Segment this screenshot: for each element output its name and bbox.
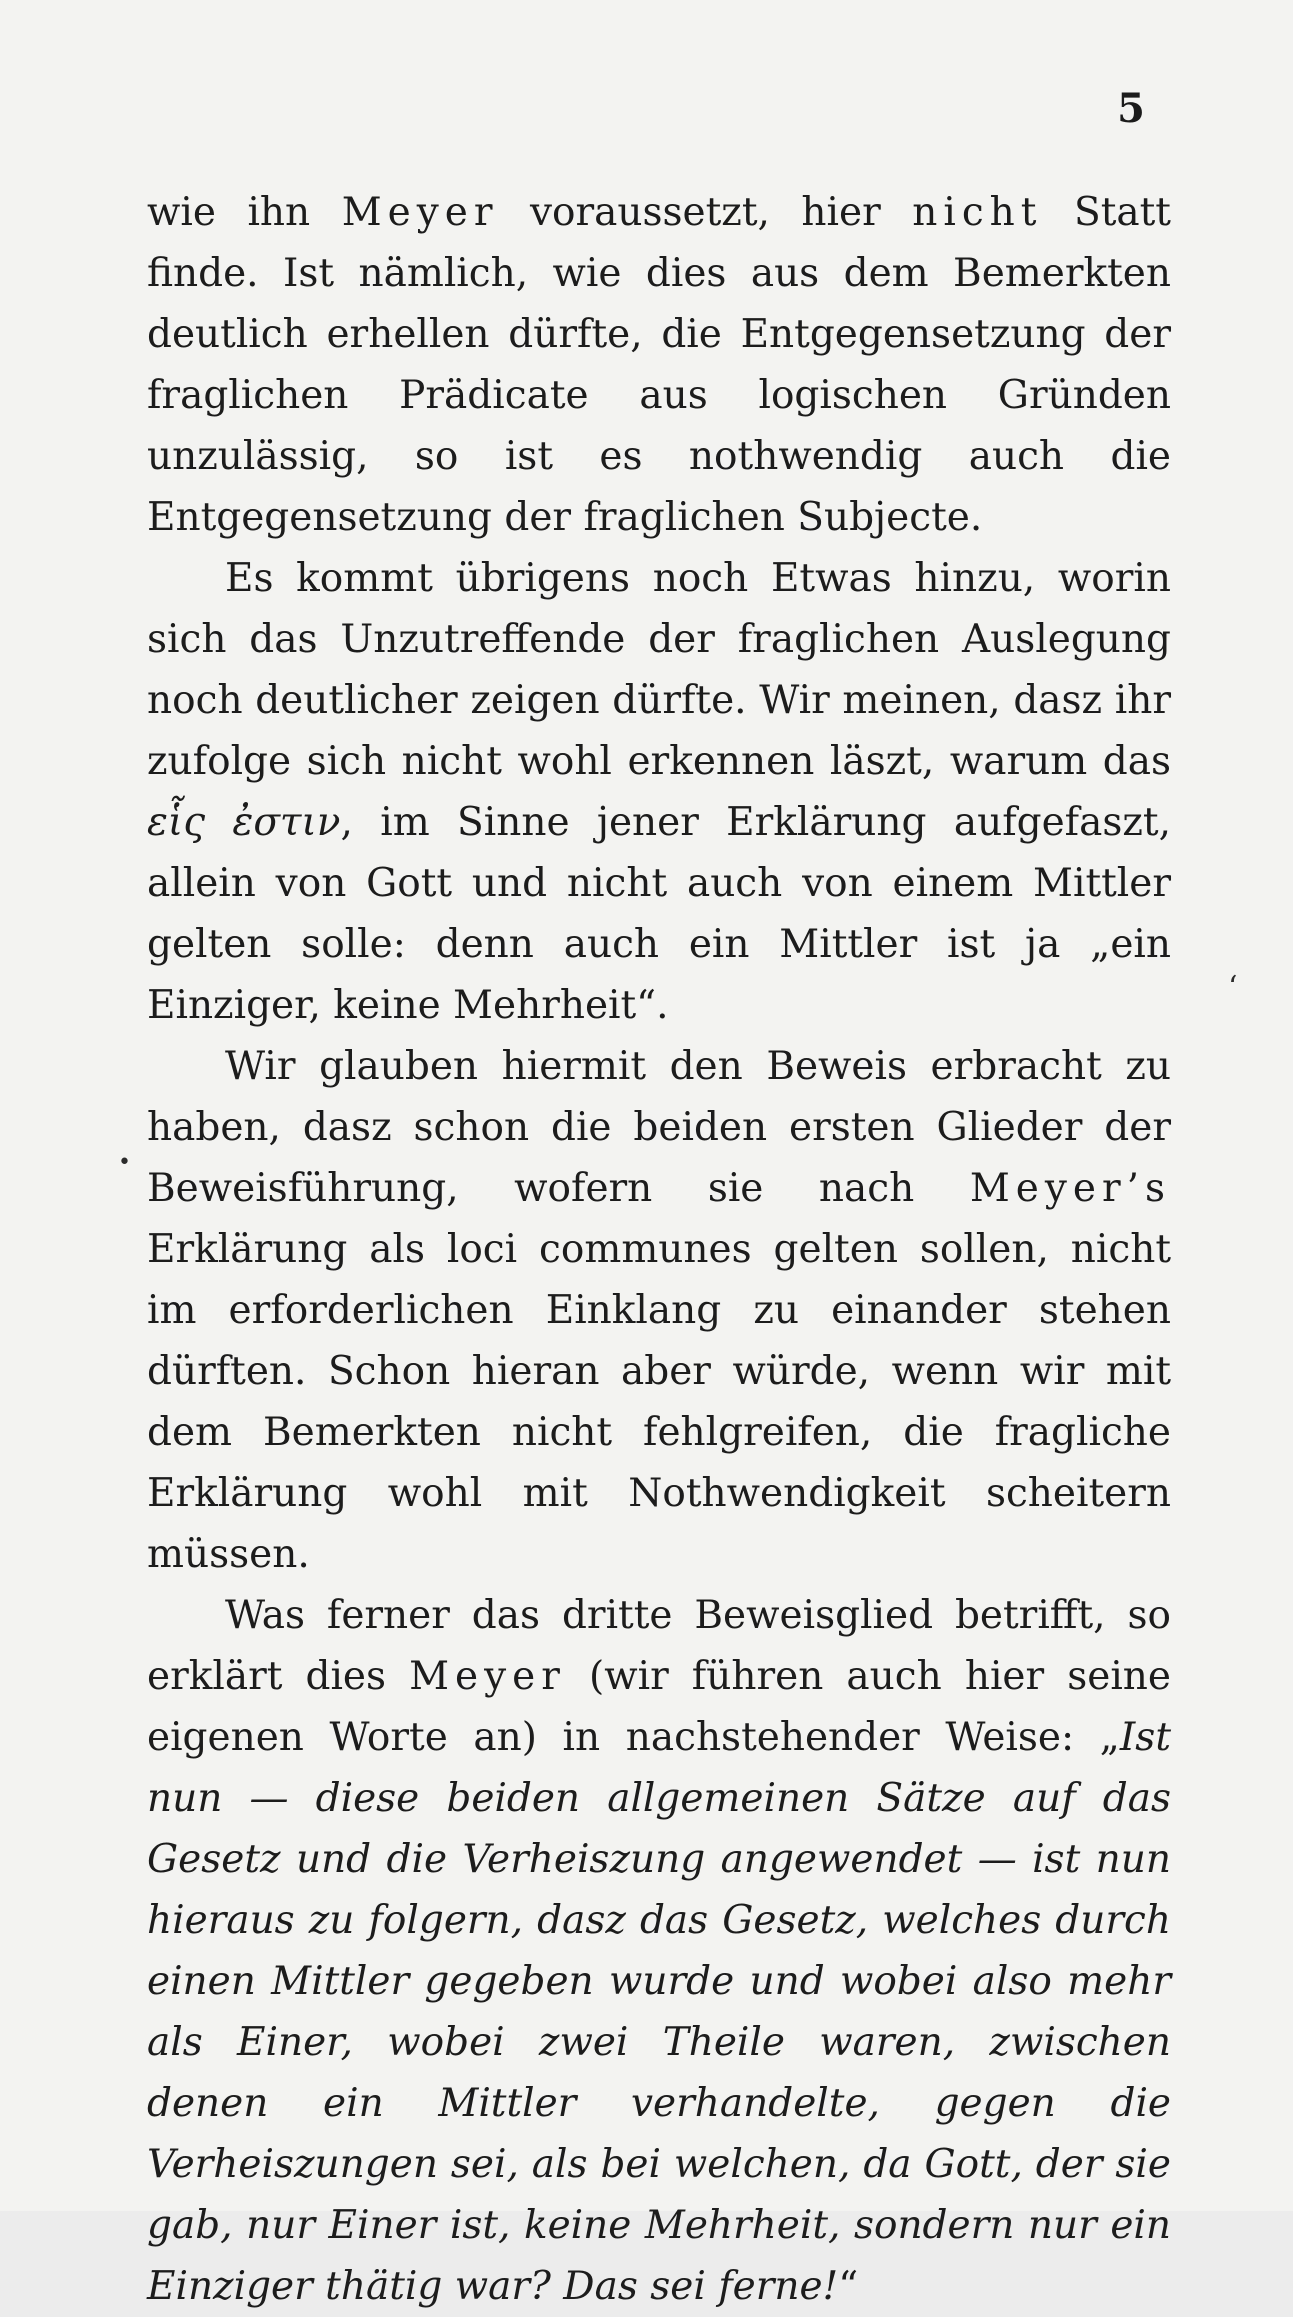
closing-quote: “ (838, 2264, 859, 2309)
paragraph-4 (147, 1585, 1171, 2317)
page-number: 5 (1117, 85, 1145, 132)
emphasis-nicht: nicht (912, 190, 1043, 235)
body-text (147, 182, 1171, 2317)
p4-text-a: Was ferner das dritte Beweisglied betrifft, so erklärt dies (147, 1593, 1171, 1699)
p1-text-b: voraussetzt, hier (498, 190, 913, 235)
greek-phrase: εἷς ἐστιν (147, 800, 341, 845)
margin-dot-mark: • (118, 1150, 131, 1175)
paragraph-2 (147, 548, 1171, 1036)
margin-tick-mark: ‘ (1228, 970, 1238, 1005)
p3-text-b: Erklärung als loci communes gelten sollen, nicht im erforderlichen Einklang zu einander stehen dürften. Schon hieran aber würde, wenn wir mit dem Bemerkten nicht fehlgreifen, die fragliche Erklärung wohl mit Nothwendigkeit scheitern müssen. (147, 1227, 1171, 1577)
p1-text-a: wie ihn (147, 190, 342, 235)
author-name-meyer-2: Meyer (409, 1654, 566, 1699)
paragraph-1 (147, 182, 1171, 548)
author-name-meyers: Meyer’s (969, 1166, 1171, 1211)
p4-text-b: (wir führen auch hier seine eigenen Worte an) in nachstehender Weise: „ (147, 1654, 1171, 1760)
p2-text-b: , im Sinne jener Erklärung aufgefaszt, allein von Gott und nicht auch von einem Mittler gelten solle: denn auch ein Mittler ist ja „ein Einziger, keine Mehrheit“. (147, 800, 1171, 1028)
author-name-meyer: Meyer (341, 190, 499, 235)
p1-text-c: Statt finde. Ist nämlich, wie dies aus dem Bemerkten deutlich erhellen dürfte, die Entgegensetzung der fraglichen Prädicate aus logischen Gründen unzulässig, so ist es nothwendig auch die Entgegensetzung der fraglichen Subjecte. (147, 190, 1171, 540)
quotation-italic: Ist nun — diese beiden allgemeinen Sätze auf das Gesetz und die Verheiszung angewendet — ist nun hieraus zu folgern, dasz das Gesetz, welches durch einen Mittler gegeben wurde und wobei also mehr als Einer, wobei zwei Theile waren, zwischen denen ein Mittler verhandelte, gegen die Verheiszungen sei, als bei welchen, da Gott, der sie gab, nur Einer ist, keine Mehrheit, sondern nur ein Einziger thätig war? Das sei ferne! (147, 1715, 1171, 2309)
p3-text-a: Wir glauben hiermit den Beweis erbracht zu haben, dasz schon die beiden ersten Glieder der Beweisführung, wofern sie nach (147, 1044, 1171, 1211)
p2-text-a: Es kommt übrigens noch Etwas hinzu, worin sich das Unzutreffende der fraglichen Auslegung noch deutlicher zeigen dürfte. Wir meinen, dasz ihr zufolge sich nicht wohl erkennen läszt, warum das (147, 556, 1171, 784)
paragraph-3 (147, 1036, 1171, 1585)
